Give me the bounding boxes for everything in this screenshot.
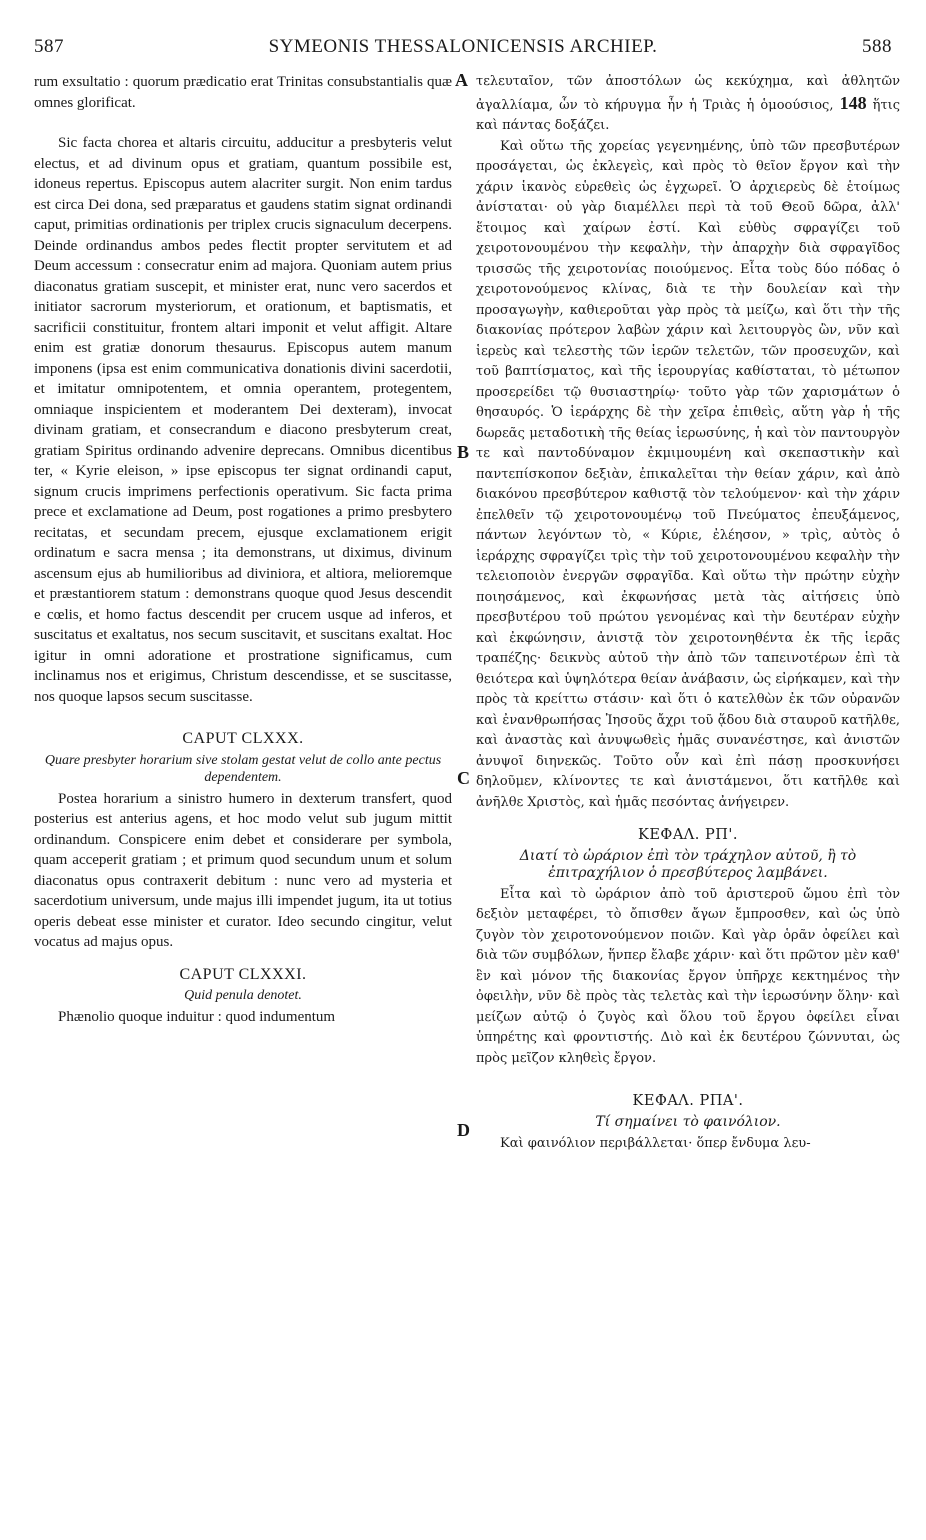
latin-column <box>34 72 452 1028</box>
margin-letter-d: D <box>457 1120 470 1140</box>
greek-chapter-heading: ΚΕΦΑΛ. ΡΠΑ'. <box>632 1093 744 1109</box>
page-number-right: 588 <box>862 36 892 57</box>
greek-column <box>476 72 900 1154</box>
margin-letter-a: A <box>455 70 468 90</box>
latin-chapter-heading: CAPUT CLXXX. <box>182 730 304 747</box>
figure-number: 148 <box>839 92 867 113</box>
latin-chapter-subtitle: Quid penula denotet. <box>184 988 302 1003</box>
running-title: SYMEONIS THESSALONICENSIS ARCHIEP. <box>268 36 658 57</box>
running-header <box>0 36 926 62</box>
greek-paragraph <box>476 72 900 137</box>
latin-chapter-subtitle: Quare presbyter horarium sive stolam gestat velut de collo ante pectus dependentem. <box>44 752 442 785</box>
latin-paragraph: Postea horarium a sinistro humero in dexterum transfert, quod posterius est anterius agens, et hoc modo velut sub jugum mittit ordinandum. Conspicere enim debet et considerare per symbola, quam acceperit gratiam ; et primum quod secundum unum et solum diaconatus opus contraxerit debitum : nunc vero ad mysteria et sacerdotium universum, unde majus illi impendet jugum, ita ut totius operis debeat esse minister et curator. Ideo secundo cingitur, velut vocatus ad majus opus. <box>34 790 452 950</box>
greek-text: ἥτις καὶ πάντας δοξάζει. <box>476 97 900 133</box>
latin-paragraph: Phænolio quoque induitur : quod indumentum <box>58 1009 336 1025</box>
margin-letter-b: B <box>457 442 470 462</box>
greek-chapter-subtitle: Διατί τὸ ὠράριον ἐπὶ τὸν τράχηλον αὐτοῦ, ἢ τὸ ἐπιτραχήλιον ὁ πρεσβύτερος λαμβάνει. <box>519 847 857 881</box>
latin-paragraph: Sic facta chorea et altaris circuitu, adducitur a presbyteris velut electus, et ad divinum opus et gratiam, quantum possibile est, idoneus repertus. Episcopus autem alacriter surgit. Non enim tardus est circa Dei dona, sed præparatus et gaudens statim signat ordinandi caput, primitias ordinationis per triplex crucis signaculum decerpens. Deinde ordinandus ambos pedes flectit propter servitutem et ad Deum accessum : consecratur enim ad majora. Quoniam autem prius diaconatus gratiam suscepit, et minister erat, nunc vero sacerdos et initiator sacrorum mysteriorum, et orationum, et baptismatis, et sacrificii constituitur, frontem altari imponit et velut affigit. Altare enim est gratiæ donorum thesaurus. Episcopus autem manum imponens (ipsa est enim communicativa donationis divini sacerdotii, et imitatur omnipotentem, et omnia operantem, protegentem, omniaque inspicientem et moderantem Dei dexteram), invocat divinam gratiam, et consecrandum e diacono presbyterum creat, gratiam Spiritus ordinando advenire deprecans. Omnibus dicentibus ter, « Kyrie eleison, » ipse episcopus ter signat ordinandi caput, signum crucis imprimens perfectionis operativum. Sic facta prima prece et exclamatione ad Deum, post rogationes a primo presbytero recitatas, et secundam precem, ejusque exclamationem erigit ordinatum e sacra mensa ; ita demonstrans, ut diximus, divinum ascensum ejus ab humilioribus ad diviniora, et altiora, melioremque et præstantiorem statum : demonstrans quoque quod Jesus descendit e cœlis, et homo factus descendit per crucem usque ad inferos, et suscitatus et exaltatus, nos secum suscitavit, et suscitans exaltat. Hoc igitur in omni adoratione et prostratione significamus, cum inclinamus nos et erigimus, Christum descendisse, et se suscitasse, nos quoque lapsos secum suscitasse. <box>34 135 452 705</box>
greek-chapter-subtitle: Τί σημαίνει τὸ φαινόλιον. <box>595 1113 781 1130</box>
page-number-left: 587 <box>34 36 64 57</box>
greek-chapter-heading: ΚΕΦΑΛ. ΡΠ'. <box>638 827 738 843</box>
latin-chapter-heading: CAPUT CLXXXI. <box>179 965 307 983</box>
greek-paragraph: Καὶ οὕτω τῆς χορείας γεγενημένης, ὑπὸ τῶν πρεσβυτέρων προσάγεται, ὡς ἐκλεγεὶς, καὶ πρὸς τὸ θεῖον ἔργον καὶ τὴν χάριν ἱκανὸς εὑρεθεὶς ὡς ἐγχωρεῖ. Ὁ ἀρχιερεὺς δὲ ἑτοίμως ἀνίσταται· οὐ γὰρ διαμέλλει περὶ τὰ τοῦ Θεοῦ δῶρα, ἀλλ' ἕτοιμος καὶ χαίρων ἐστί. Καὶ εὐθὺς σφραγίζει τοῦ χειροτονουμένου τὴν κεφαλὴν, τὴν ἀπαρχὴν διὰ σφραγῖδος τρισσῶς τῆς χειροτονίας ποιούμενος. Εἶτα τοὺς δύο πόδας ὁ χειροτονούμενος κλίνας, διὰ τε τὴν δουλείαν καὶ τὴν προσαγωγὴν, καθιεροῦται γὰρ πρὸς τὰ μείζω, καὶ ὅτι τὴν τῆς διακονίας πρότερον λαβὼν χάριν καὶ λειτουργὸς ὢν, νῦν καὶ ἱερεὺς καὶ τελεστὴς τῶν ἱερῶν τελετῶν, τῶν προσευχῶν, καὶ τοῦ βαπτίσματος, καὶ τῆς ἱερουργίας καθίσταται, τὸ μέτωπον προσερείδει τῷ θυσιαστηρίῳ· τοῦτο γὰρ τῶν χαρισμάτων ὁ θησαυρός. Ὁ ἱεράρχης δὲ τὴν χεῖρα ἐπιθεὶς, αὕτη γὰρ ἡ τῆς δωρεᾶς μεταδοτικὴ τῆς θείας ἱερωσύνης, ἡ καὶ τὸν παντουργὸν τε καὶ παντοδύναμον ἐκμιμουμένη καὶ σκεπαστικὴν καὶ παντεπίσκοπον δεξιὰν, ἐπικαλεῖται τὴν θείαν χάριν, καὶ ἀπὸ διακόνου πρεσβύτερον καθιστᾷ τὸν τελούμενον· καὶ τὴν χάριν ἐπελθεῖν τῷ χειροτονουμένῳ τοῦ Πνεύματος ἐπευξάμενος, πάντων λεγόντων τὸ, « Κύριε, ἐλέησον, » τρὶς, αὐτὸς ὁ ἱεράρχης σφραγίζει τρὶς τὴν τοῦ χειροτονουμένου κεφαλὴν τὴν τελειοποιὸν ἐνεργῶν σφραγῖδα. Καὶ οὕτω τὴν πρώτην εὐχὴν ποιησάμενος, καὶ ἐκφωνήσας μετὰ τὰς αἰτήσεις ὑπὸ πρεσβυτέρου τοῦ πρώτου γενομένας καὶ τὴν δευτέραν εὐχὴν καὶ ἐκφώνησιν, ἀνιστᾷ τὸν χειροτονηθέντα ἐκ τῆς ἱερᾶς τραπέζης· δεικνὺς αὐτοῦ τὴν ἀπὸ τῶν ταπεινοτέρων ἐπὶ τὰ θειότερα καὶ ὑψηλότερα θείαν ἀνάβασιν, ὡς εἰρήκαμεν, καὶ τὴν πρὸς τὰ κρείττω στάσιν· καὶ ὅτι ὁ κατελθὼν ἐκ τῶν οὐρανῶν καὶ ἐνανθρωπήσας Ἰησοῦς ἄχρι τοῦ ᾅδου διὰ σταυροῦ κατῆλθε, καὶ ἀναστὰς καὶ ἀνυψωθεὶς ἡμᾶς συνανέστησε, καὶ ἀνιστῶν ἀνυψοῖ διηνεκῶς. Τοῦτο οὖν καὶ ἐπὶ πάσῃ προσκυνήσει δηλοῦμεν, κλίνοντες τε καὶ ἀνιστάμενοι, ὅτι κατῆλθε καὶ ἀνῆλθε Χριστὸς, καὶ ἡμᾶς πεσόντας ἀνήγειρεν. <box>476 138 900 810</box>
greek-paragraph: Εἶτα καὶ τὸ ὠράριον ἀπὸ τοῦ ἀριστεροῦ ὤμου ἐπὶ τὸν δεξιὸν μεταφέρει, τὸ ὄπισθεν ἄγων ἔμπροσθεν, καὶ ὡς ὑπὸ ζυγὸν τὸν χειροτονούμενον ποιῶν. Καὶ γὰρ ὁρᾶν ὀφείλει καὶ διὰ τῶν συμβόλων, ἥνπερ ἔλαβε χάριν· καὶ ὅτι πρῶτον μὲν καθ' ἓν καὶ μόνον τῆς διακονίας ἔργον ὑπῆρχε κεκτημένος τὴν ὀφειλὴν, νῦν δὲ πρὸς τὰς τελετὰς καὶ τὴν ἱερωσύνην ὅλην· καὶ μείζων αὐτῷ ὁ ζυγὸς καὶ ὅλου τοῦ ἔργου ὀφείλει εἶναι ὑπηρέτης καὶ φροντιστής. Διὸ καὶ ἐκ δευτέρου ζώννυται, ὡς πρὸς μεῖζον κληθεὶς ἔργον. <box>476 886 900 1066</box>
greek-paragraph: Καὶ φαινόλιον περιβάλλεται· ὅπερ ἔνδυμα λευ- <box>500 1135 811 1151</box>
greek-text: τελευταῖον, τῶν ἀποστόλων ὡς κεκύχημα, καὶ ἀθλητῶν ἀγαλλίαμα, ὧν τὸ κήρυγμα ἦν ἡ Τριὰς ἡ ὁμοούσιος, <box>476 74 900 113</box>
latin-paragraph: rum exsultatio : quorum prædicatio erat Trinitas consubstantialis quæ omnes glorificat. <box>34 74 452 111</box>
margin-letter-c: C <box>457 768 470 788</box>
